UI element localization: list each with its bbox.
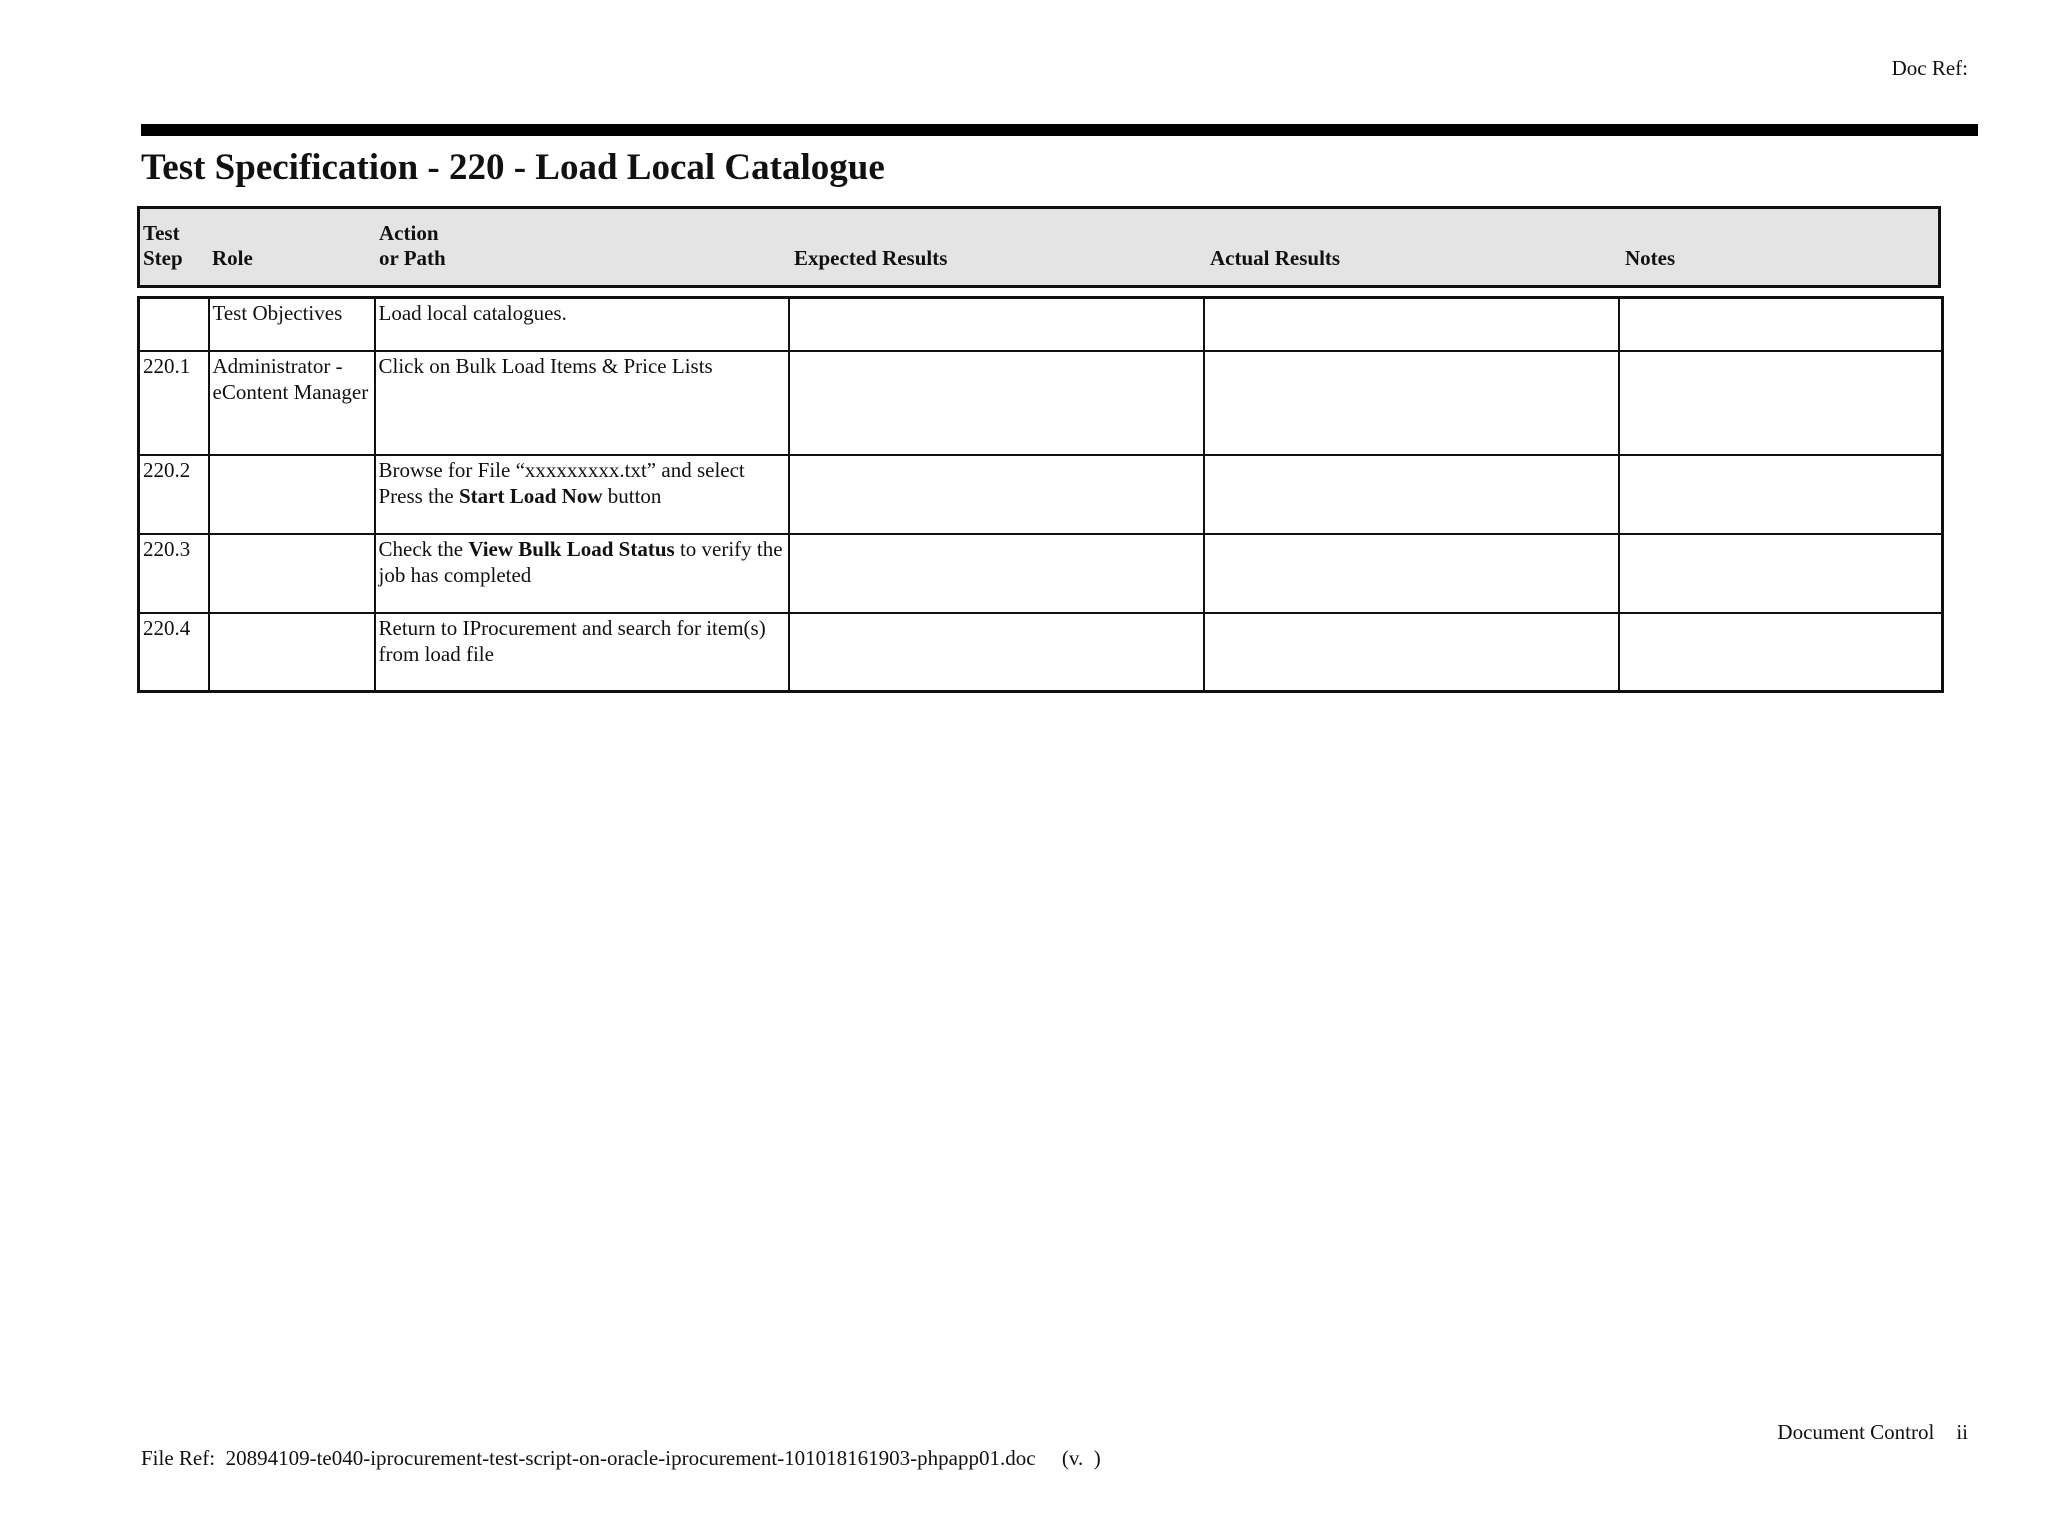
test-steps-table	[137, 296, 1944, 693]
table-row	[139, 534, 1943, 613]
cell-expected-results	[789, 298, 1204, 351]
cell-role	[209, 455, 375, 534]
cell-action	[375, 534, 789, 613]
action-text: Browse for File “xxxxxxxxx.txt” and select Press the	[378, 457, 745, 508]
cell-actual-results	[1204, 613, 1619, 692]
action-text: Return to IProcurement and search for item(s) from load file	[378, 615, 766, 666]
cell-action	[375, 455, 789, 534]
section-name: Document Control	[1777, 1420, 1935, 1444]
action-text: Load local catalogues.	[378, 301, 567, 325]
cell-actual-results	[1204, 298, 1619, 351]
action-text: Check the	[378, 536, 469, 561]
cell-test-step: 220.1	[139, 351, 209, 455]
cell-notes	[1619, 534, 1943, 613]
column-header-action: Action or Path	[379, 221, 446, 270]
action-text: Click on Bulk Load Items & Price Lists	[378, 353, 713, 378]
cell-action	[375, 298, 789, 351]
page-number: ii	[1956, 1420, 1968, 1444]
cell-role: Test Objectives	[209, 298, 375, 351]
table-row	[139, 298, 1943, 351]
page-footer	[1777, 1420, 1968, 1445]
cell-notes	[1619, 613, 1943, 692]
column-header-role: Role	[212, 246, 253, 270]
column-header-expected-results: Expected Results	[794, 246, 948, 270]
cell-expected-results	[789, 534, 1204, 613]
action-text: button	[602, 483, 662, 508]
cell-expected-results	[789, 613, 1204, 692]
table-row	[139, 455, 1943, 534]
table-header	[137, 206, 1941, 288]
cell-actual-results	[1204, 351, 1619, 455]
cell-test-step: 220.4	[139, 613, 209, 692]
action-text: to verify the job has completed	[378, 536, 783, 587]
action-emphasis: Start Load Now	[459, 483, 603, 508]
cell-expected-results	[789, 351, 1204, 455]
cell-role: Administrator - eContent Manager	[209, 351, 375, 455]
column-header-notes: Notes	[1625, 246, 1676, 270]
cell-actual-results	[1204, 534, 1619, 613]
cell-actual-results	[1204, 455, 1619, 534]
cell-notes	[1619, 351, 1943, 455]
cell-expected-results	[789, 455, 1204, 534]
cell-test-step	[139, 298, 209, 351]
cell-action	[375, 351, 789, 455]
doc-ref: Doc Ref:	[1891, 56, 1968, 80]
cell-test-step: 220.2	[139, 455, 209, 534]
table-row	[139, 351, 1943, 455]
cell-test-step: 220.3	[139, 534, 209, 613]
column-header-actual-results: Actual Results	[1210, 246, 1341, 270]
file-ref: File Ref: 20894109-te040-iprocurement-test-script-on-oracle-iprocurement-101018161903-phpapp01.doc (v. )	[141, 1446, 1101, 1470]
title-rule	[141, 124, 1978, 136]
page-title: Test Specification - 220 - Load Local Catalogue	[141, 147, 885, 188]
action-emphasis: View Bulk Load Status	[468, 536, 675, 561]
column-header-test-step: Test Step	[143, 221, 183, 270]
cell-role	[209, 534, 375, 613]
cell-notes	[1619, 455, 1943, 534]
table-row	[139, 613, 1943, 692]
cell-action	[375, 613, 789, 692]
cell-notes	[1619, 298, 1943, 351]
cell-role	[209, 613, 375, 692]
